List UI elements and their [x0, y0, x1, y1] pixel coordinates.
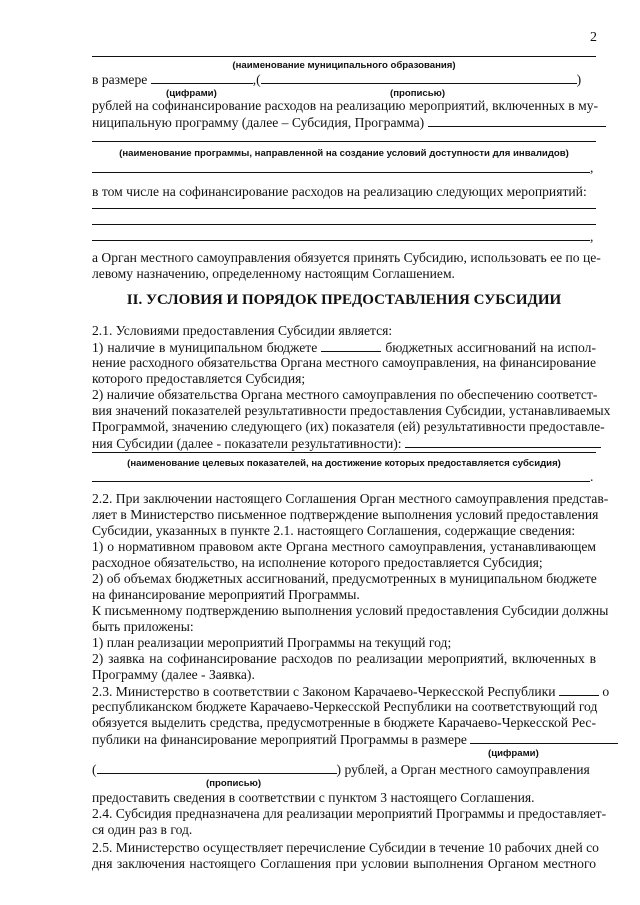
s22-line5: расходное обязательство, на исполнение которого предоставляется Субсидия; [92, 555, 543, 570]
blank-line-program-2 [92, 172, 590, 173]
s23-line6: предоставить сведения в соответствии с пунктом 3 настоящего Соглашения. [92, 790, 535, 805]
amount-comma: , [252, 72, 257, 87]
amount-digits-blank [151, 71, 253, 84]
blank-line-municipality [92, 56, 596, 57]
s22-line10: 1) план реализации мероприятий Программы на текущий год; [92, 635, 452, 650]
p3-line1: а Орган местного самоуправления обязуется принять Субсидию, использовать ее по це- [92, 250, 601, 265]
document-page [92, 0, 611, 905]
blank-line-activity-1 [92, 208, 596, 209]
s22-line1: 2.2. При заключении настоящего Соглашения Орган местного самоуправления представ- [92, 491, 609, 506]
s23-line5 [92, 761, 596, 778]
s21-line8: ния Субсидии (далее - показатели результативности): [92, 436, 402, 451]
s22-line2: ляет в Министерство письменное подтверждение выполнения условий предоставления [92, 507, 599, 522]
s22-line9: быть приложены: [92, 619, 194, 634]
s22-line11: 2) заявка на софинансирование расходов по реализации мероприятий, включенных в [92, 651, 596, 666]
blank-line-activity-3 [92, 240, 590, 241]
amount-words-blank [261, 71, 577, 84]
s22-line3: Субсидии, указанных в пункте 2.1. настоящего Соглашения, содержащие сведения: [92, 523, 576, 538]
blank-line-indicators [92, 452, 596, 453]
amount-digits-blank-2 [470, 731, 618, 744]
caption-municipality: (наименование муниципального образования) [232, 60, 456, 71]
s22-line12: Программу (далее - Заявка). [92, 667, 255, 682]
s22-line4: 1) о нормативном правовом акте Органа местного самоуправления, устанавливающем [92, 539, 596, 554]
blank-line-program [92, 141, 596, 142]
caption-indicators: (наименование целевых показателей, на достижение которых предоставляется субсидия) [127, 458, 561, 469]
s24-line1: 2.4. Субсидия предназначена для реализации мероприятий Программы и предоставляет- [92, 806, 607, 821]
s21-line7: Программой, значению следующего (их) показателя (ей) результативности предоставле- [92, 419, 605, 434]
comma-1: , [590, 160, 594, 175]
s25-line2: дня заключения настоящего Соглашения при условии выполнения Органом местного [92, 856, 596, 871]
s21-line6: вия значений показателей результативности предоставления Субсидии, устанавливаемых [92, 403, 611, 418]
program-blank [428, 114, 606, 127]
comma-2: , [590, 229, 594, 244]
blank-line-indicators-2 [92, 481, 590, 482]
s21-line2 [92, 339, 596, 356]
s23-line1-b: о [602, 684, 610, 699]
p1-line2-row [92, 114, 596, 131]
s24-line2: ся один раз в год. [92, 822, 193, 837]
caption-digits: (цифрами) [166, 88, 217, 99]
p2: в том числе на софинансирование расходов на реализацию следующих мероприятий: [92, 184, 587, 199]
blank-line-activity-2 [92, 224, 596, 225]
s21-line5: 2) наличие обязательства Органа местного самоуправления по обеспечению соответст- [92, 387, 598, 402]
s22-line8: К письменному подтверждению выполнения условий предоставления Субсидии должны [92, 603, 609, 618]
s21-line2-b: бюджетных ассигнований на испол- [385, 340, 596, 355]
p3-line2: левому назначению, определенному настоящим Соглашением. [92, 266, 455, 281]
s23-line2: республиканском бюджете Карачаево-Черкесской Республики на соответствующий год [92, 699, 598, 714]
s23-line1 [92, 683, 610, 700]
amount-close: ) [576, 72, 582, 87]
s21-line3: нение расходного обязательства Органа местного самоуправления, на финансирование [92, 355, 596, 370]
caption-words: (прописью) [390, 88, 446, 99]
s21-line2-a: 1) наличие в муниципальном бюджете [92, 340, 318, 355]
law-number-blank [559, 683, 599, 696]
s23-line5-open: ( [92, 762, 97, 777]
s21-line1: 2.1. Условиями предоставления Субсидии является: [92, 323, 393, 338]
section-title: II. УСЛОВИЯ И ПОРЯДОК ПРЕДОСТАВЛЕНИЯ СУБСИДИИ [126, 292, 562, 308]
caption-words-2: (прописью) [206, 778, 262, 789]
indicators-blank [405, 435, 601, 448]
s21-line8-row [92, 435, 596, 452]
s23-line1-a: 2.3. Министерство в соответствии с Законом Карачаево-Черкесской Республики [92, 684, 556, 699]
p1-line2: ниципальную программу (далее – Субсидия, Программа) [92, 115, 425, 130]
page-number: 2 [590, 30, 597, 45]
s22-line6: 2) об объемах бюджетных ассигнований, предусмотренных в муниципальном бюджете [92, 571, 597, 586]
budget-blank [321, 339, 381, 352]
amount-words-blank-2 [97, 761, 337, 774]
s23-line4: публики на финансирование мероприятий Программы в размере [92, 732, 467, 747]
amount-open: ( [256, 72, 261, 87]
s23-line5-text: ) рублей, а Орган местного самоуправления [336, 762, 590, 777]
s22-line7: на финансирование мероприятий Программы. [92, 587, 360, 602]
s25-line1: 2.5. Министерство осуществляет перечисление Субсидии в течение 10 рабочих дней со [92, 840, 599, 855]
amount-prefix: в размере [92, 72, 148, 87]
s21-line4: которого предоставляется Субсидия; [92, 371, 306, 386]
period-1: . [590, 469, 594, 484]
caption-program: (наименование программы, направленной на создание условий доступности для инвалидов) [119, 148, 569, 159]
p1-line1: рублей на софинансирование расходов на реализацию мероприятий, включенных в му- [92, 98, 599, 113]
caption-digits-2: (цифрами) [488, 748, 539, 759]
s23-line3: обязуется выделить средства, предусмотренные в бюджете Карачаево-Черкесской Рес- [92, 715, 596, 730]
